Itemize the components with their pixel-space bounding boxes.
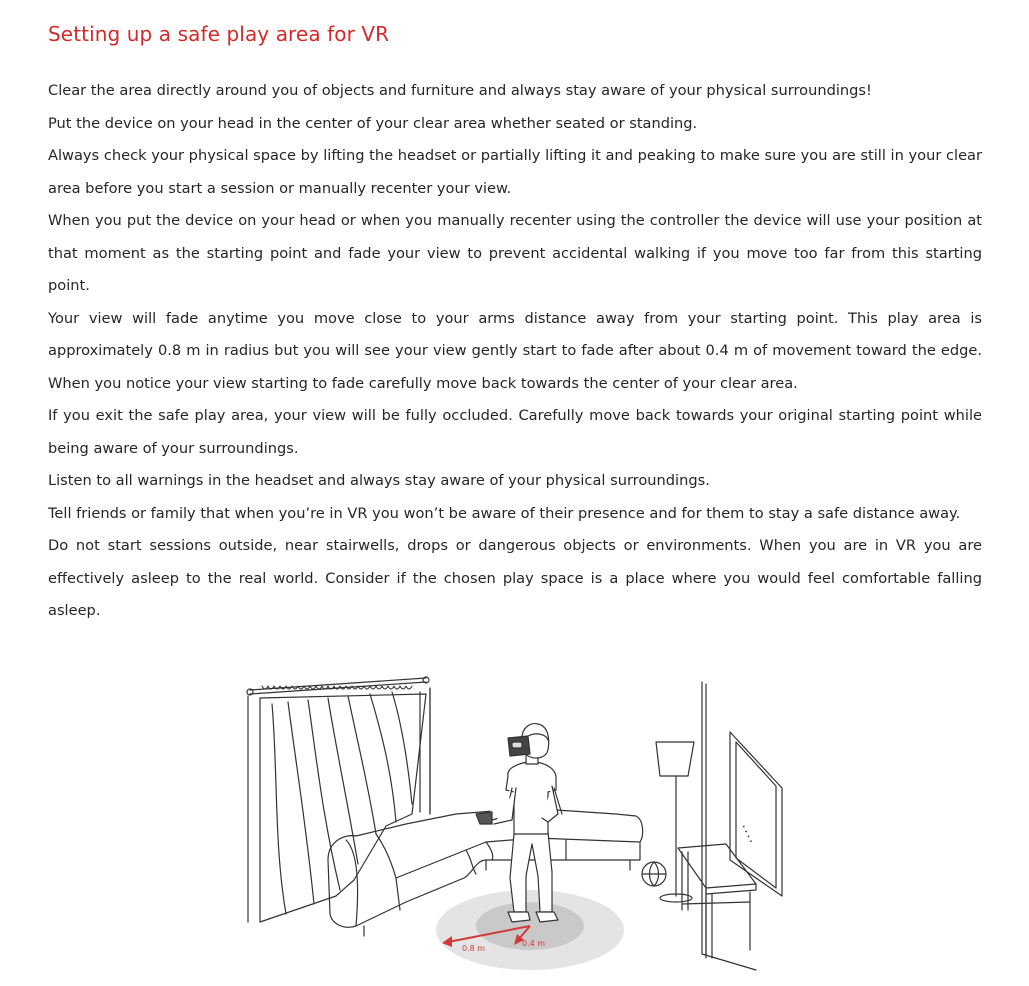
paragraph-check-space: Always check your physical space by lifting the headset or partially lifting it and peaking to make sure you are still in your clear area before you start a session or manually recenter your view. (48, 147, 982, 197)
basketball (642, 862, 666, 886)
person-vr (476, 724, 562, 922)
paragraph-listen-warnings: Listen to all warnings in the headset and always stay aware of your physical surroundings. (48, 472, 710, 489)
page-title: Setting up a safe play area for VR (48, 22, 390, 46)
curtain-rod (247, 677, 429, 695)
svg-text:• • • •: • • • • (739, 823, 755, 845)
paragraph-exit-play-area: If you exit the safe play area, your view will be fully occluded. Carefully move back towards your original starting point while being aware of your surroundings. (48, 407, 982, 457)
side-table (678, 844, 756, 958)
curtain (260, 688, 430, 922)
paragraph-clear-area: Clear the area directly around you of objects and furniture and always stay aware of your physical surroundings! (48, 82, 872, 99)
paragraph-starting-point: When you put the device on your head or when you manually recenter using the controller the device will use your position at that moment as the starting point and fade your view to prevent accidental walking if you move too far from this starting point. (48, 212, 982, 294)
television (730, 732, 782, 896)
inner-radius-label: 0.4 m (522, 939, 546, 948)
paragraph-do-not-start: Do not start sessions outside, near stairwells, drops or dangerous objects or environments. When you are in VR you are effectively asleep to the real world. Consider if the chosen play space is a place where you would feel comfortable falling asleep. (48, 537, 982, 619)
paragraph-tell-friends: Tell friends or family that when you’re in VR you won’t be aware of their presence and for them to stay a safe distance away. (48, 504, 961, 522)
paragraph-put-device: Put the device on your head in the center of your clear area whether seated or standing. (48, 114, 698, 132)
room-illustration-svg (236, 664, 796, 982)
play-area-illustration (236, 664, 796, 982)
paragraph-view-fade: Your view will fade anytime you move close to your arms distance away from your starting point. This play area is approximately 0.8 m in radius but you will see your view gently start to fade after about 0.4 m of movement toward the edge. When you notice your view starting to fade carefully move back towards the center of your clear area. (48, 309, 982, 392)
article-body (48, 75, 982, 628)
play-area-zones (436, 890, 624, 970)
outer-radius-label: 0.8 m (462, 944, 486, 953)
